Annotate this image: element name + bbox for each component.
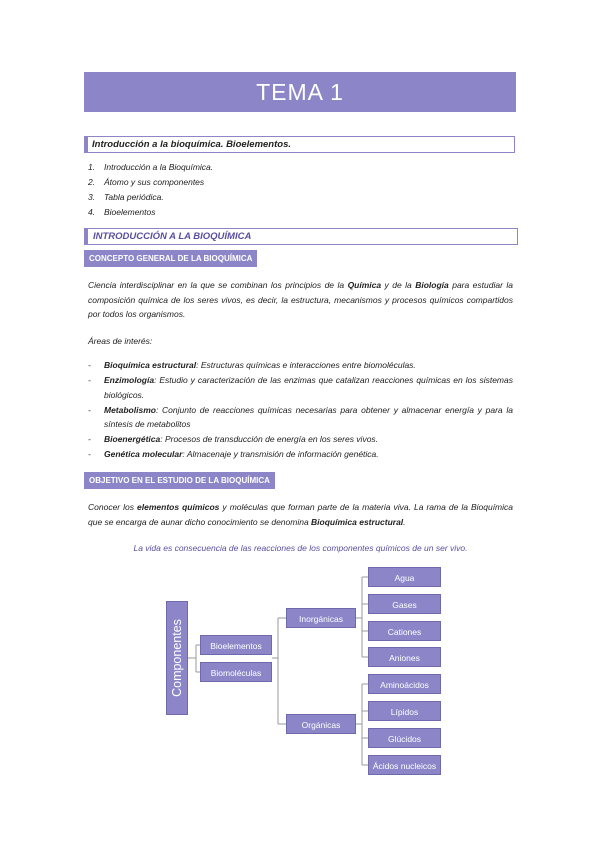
subsection-label: CONCEPTO GENERAL DE LA BIOQUÍMICA xyxy=(84,250,257,267)
diagram-node-acidos-nucleicos: Ácidos nucleicos xyxy=(368,755,441,775)
area-item: - Genética molecular: Almacenaje y transmisión de información genética. xyxy=(88,449,379,459)
area-item: - Bioquímica estructural: Estructuras químicas e interacciones entre biomoléculas. xyxy=(88,360,416,370)
diagram-node-bioelementos: Bioelementos xyxy=(200,635,272,655)
diagram-node-inorganicas: Inorgánicas xyxy=(286,608,356,628)
area-item: - Enzimología: Estudio y caracterización de las enzimas que catalizan reacciones químicas en los sistemas biológicos. xyxy=(88,375,513,400)
area-item: - Metabolismo: Conjunto de reacciones químicas necesarias para obtener y almacenar energía y para la síntesis de metabolitos xyxy=(88,404,513,429)
diagram-node-aniones: Aniones xyxy=(368,647,441,667)
diagram-node-biomoleculas: Biomoléculas xyxy=(200,662,272,682)
concept-paragraph: Ciencia interdisciplinar en la que se combinan los principios de la Química y de la Biología para estudiar la composición química de los seres vivos, es decir, la estructura, mecanismos y procesos químicos compartidos por todos los organismos. xyxy=(88,280,513,319)
diagram-node-glucidos: Glúcidos xyxy=(368,728,441,748)
objective-paragraph: Conocer los elementos químicos y moléculas que forman parte de la materia viva. La rama de la Bioquímica que se encarga de aunar dicho conocimiento se denomina Bioquímica estructural. xyxy=(88,502,513,527)
index-item: 4. Bioelementos xyxy=(88,207,156,217)
page-title: TEMA 1 xyxy=(84,72,516,112)
areas-label: Áreas de interés: xyxy=(88,336,153,346)
intro-heading: Introducción a la bioquímica. Bioelementos. xyxy=(84,136,515,153)
index-item: 2. Átomo y sus componentes xyxy=(88,177,205,187)
diagram-node-lipidos: Lípidos xyxy=(368,701,441,721)
index-item: 1. Introducción a la Bioquímica. xyxy=(88,162,214,172)
subsection-label: OBJETIVO EN EL ESTUDIO DE LA BIOQUÍMICA xyxy=(84,472,275,489)
diagram-node-cationes: Cationes xyxy=(368,621,441,641)
diagram-root-node: Componentes xyxy=(166,601,188,715)
diagram-node-aminoacidos: Aminoácidos xyxy=(368,674,441,694)
diagram-node-organicas: Orgánicas xyxy=(286,714,356,734)
quote-line: La vida es consecuencia de las reacciones de los componentes químicos de un ser vivo. xyxy=(133,543,468,553)
diagram-node-agua: Agua xyxy=(368,567,441,587)
section-heading: INTRODUCCIÓN A LA BIOQUÍMICA xyxy=(84,228,518,245)
area-item: - Bioenergética: Procesos de transducción de energía en los seres vivos. xyxy=(88,434,379,444)
index-item: 3. Tabla periódica. xyxy=(88,192,164,202)
diagram-node-gases: Gases xyxy=(368,594,441,614)
